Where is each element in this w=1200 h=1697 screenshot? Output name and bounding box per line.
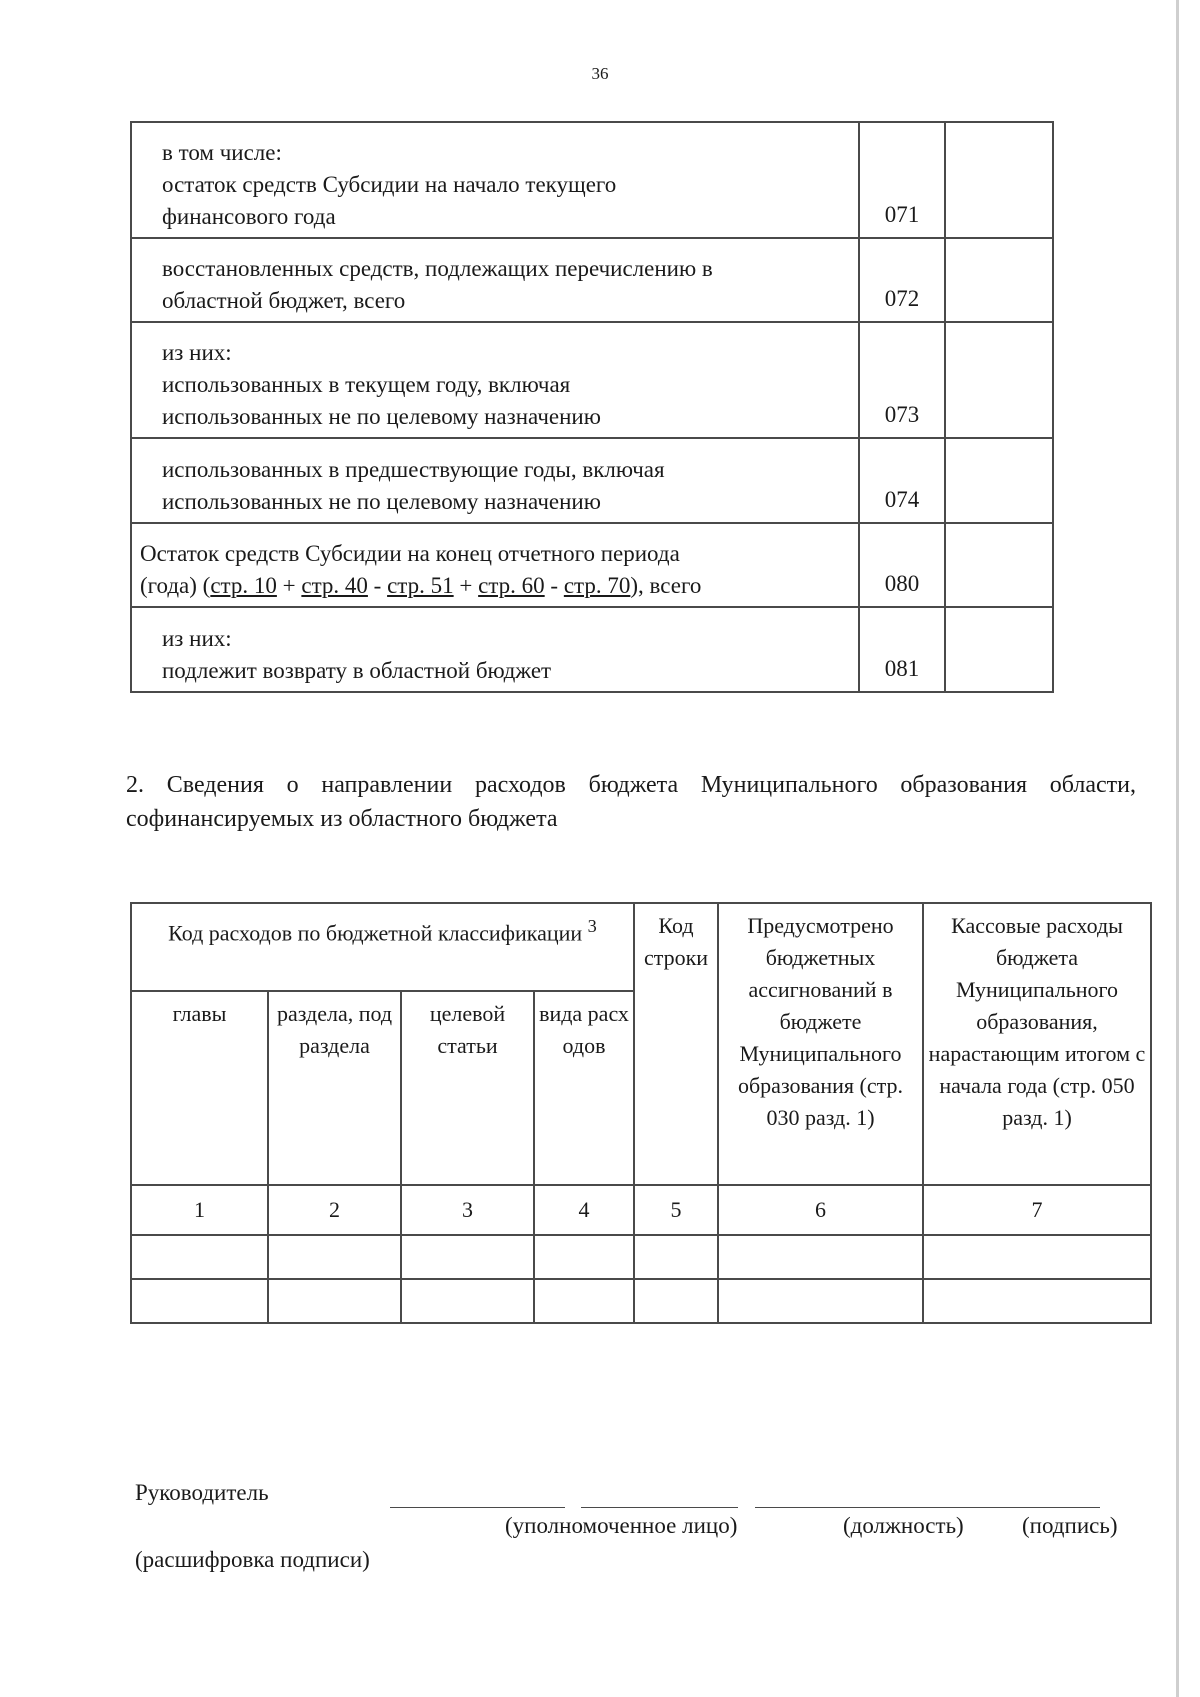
subheader-expense-type: вида расходов (534, 991, 634, 1185)
expense-table (130, 902, 1152, 1324)
column-number: 6 (718, 1185, 923, 1235)
signature-head: Руководитель (135, 1480, 269, 1505)
column-number: 5 (634, 1185, 718, 1235)
row-code: 071 (859, 122, 945, 238)
row-label-line: из них: (162, 340, 232, 365)
row-label-line: использованных не по целевому назначению (162, 404, 601, 429)
empty-cell[interactable] (268, 1279, 401, 1323)
row-code: 074 (859, 438, 945, 523)
line-ref-link[interactable]: стр. 51 (387, 573, 454, 598)
empty-cell[interactable] (923, 1235, 1151, 1279)
empty-cell[interactable] (401, 1235, 534, 1279)
column-number: 7 (923, 1185, 1151, 1235)
table-row (131, 523, 1053, 607)
line-ref-link[interactable]: стр. 70 (563, 573, 631, 598)
row-code: 073 (859, 322, 945, 438)
row-label-line: подлежит возврату в областной бюджет (162, 658, 552, 683)
caption-authorized-person: (уполномоченное лицо) (505, 1513, 738, 1538)
row-label (131, 322, 859, 438)
row-label-line: из них: (162, 626, 232, 651)
table-row (131, 238, 1053, 322)
header-row (131, 903, 1151, 991)
footnote-mark: 3 (587, 916, 597, 936)
header-line-code: Код строки (634, 903, 718, 1185)
row-label-line: финансового года (162, 204, 336, 229)
table-row (131, 322, 1053, 438)
caption-signature: (подпись) (1022, 1513, 1118, 1538)
row-label-line: Остаток средств Субсидии на конец отчетного периода (140, 541, 680, 566)
page-edge (1176, 0, 1179, 1697)
empty-cell[interactable] (131, 1235, 268, 1279)
table-row (131, 607, 1053, 692)
empty-cell[interactable] (634, 1235, 718, 1279)
row-label (131, 523, 859, 607)
row-code: 080 (859, 523, 945, 607)
row-label (131, 122, 859, 238)
page-number: 36 (591, 64, 609, 83)
empty-cell[interactable] (534, 1235, 634, 1279)
empty-cell[interactable] (923, 1279, 1151, 1323)
row-value-cell[interactable] (945, 607, 1053, 692)
empty-cell[interactable] (718, 1235, 923, 1279)
formula-operator: - (367, 573, 388, 598)
header-cash: Кассовые расходы бюджета Муниципального образования, нарастающим итогом с начала года (стр. 050 разд. 1) (923, 903, 1151, 1185)
row-label (131, 438, 859, 523)
formula-open: (года) ( (140, 573, 211, 598)
signature-line[interactable] (581, 1507, 738, 1508)
subheader-section: раздела, подраздела (268, 991, 401, 1185)
column-number: 3 (401, 1185, 534, 1235)
empty-row (131, 1279, 1151, 1323)
empty-row (131, 1235, 1151, 1279)
subheader-chapter: главы (131, 991, 268, 1185)
signature-line[interactable] (390, 1507, 565, 1508)
row-value-cell[interactable] (945, 438, 1053, 523)
section-2-title: 2. Сведения о направлении расходов бюджета Муниципального образования области, софинансируемых из областного бюджета (126, 772, 1136, 832)
column-number: 2 (268, 1185, 401, 1235)
line-ref-link[interactable]: стр. 10 (210, 573, 277, 598)
empty-cell[interactable] (131, 1279, 268, 1323)
row-value-cell[interactable] (945, 523, 1053, 607)
row-code: 072 (859, 238, 945, 322)
empty-cell[interactable] (268, 1235, 401, 1279)
row-label-line: областной бюджет, всего (162, 288, 406, 313)
column-number: 1 (131, 1185, 268, 1235)
subheader-target-article: целевой статьи (401, 991, 534, 1185)
row-value-cell[interactable] (945, 122, 1053, 238)
row-label-line: использованных в текущем году, включая (162, 372, 571, 397)
row-label (131, 607, 859, 692)
line-ref-link[interactable]: стр. 60 (478, 573, 545, 598)
header-kbk-text: Код расходов по бюджетной классификации (168, 920, 583, 946)
row-label-line: остаток средств Субсидии на начало текущего (162, 172, 617, 197)
row-label-line: использованных не по целевому назначению (162, 489, 601, 514)
row-label (131, 238, 859, 322)
formula-operator: + (276, 573, 302, 598)
header-kbk (131, 903, 634, 991)
row-value-cell[interactable] (945, 238, 1053, 322)
row-label-line: в том числе: (162, 140, 282, 165)
balance-table (130, 121, 1054, 693)
row-code: 081 (859, 607, 945, 692)
empty-cell[interactable] (718, 1279, 923, 1323)
caption-position: (должность) (843, 1513, 964, 1538)
column-number-row (131, 1185, 1151, 1235)
row-label-line: восстановленных средств, подлежащих перечислению в (162, 256, 713, 281)
empty-cell[interactable] (401, 1279, 534, 1323)
table-row (131, 122, 1053, 238)
row-formula (140, 570, 848, 602)
formula-operator: + (453, 573, 479, 598)
header-planned: Предусмотрено бюджетных ассигнований в бюджете Муниципального образования (стр. 030 разд. 1) (718, 903, 923, 1185)
empty-cell[interactable] (634, 1279, 718, 1323)
row-value-cell[interactable] (945, 322, 1053, 438)
row-label-line: использованных в предшествующие годы, включая (162, 457, 665, 482)
line-ref-link[interactable]: стр. 40 (301, 573, 368, 598)
column-number: 4 (534, 1185, 634, 1235)
empty-cell[interactable] (534, 1279, 634, 1323)
table-row (131, 438, 1053, 523)
caption-signature-decode: (расшифровка подписи) (135, 1547, 370, 1572)
formula-operator: - (544, 573, 564, 598)
signature-line[interactable] (755, 1507, 1100, 1508)
formula-close: ), всего (630, 573, 702, 598)
